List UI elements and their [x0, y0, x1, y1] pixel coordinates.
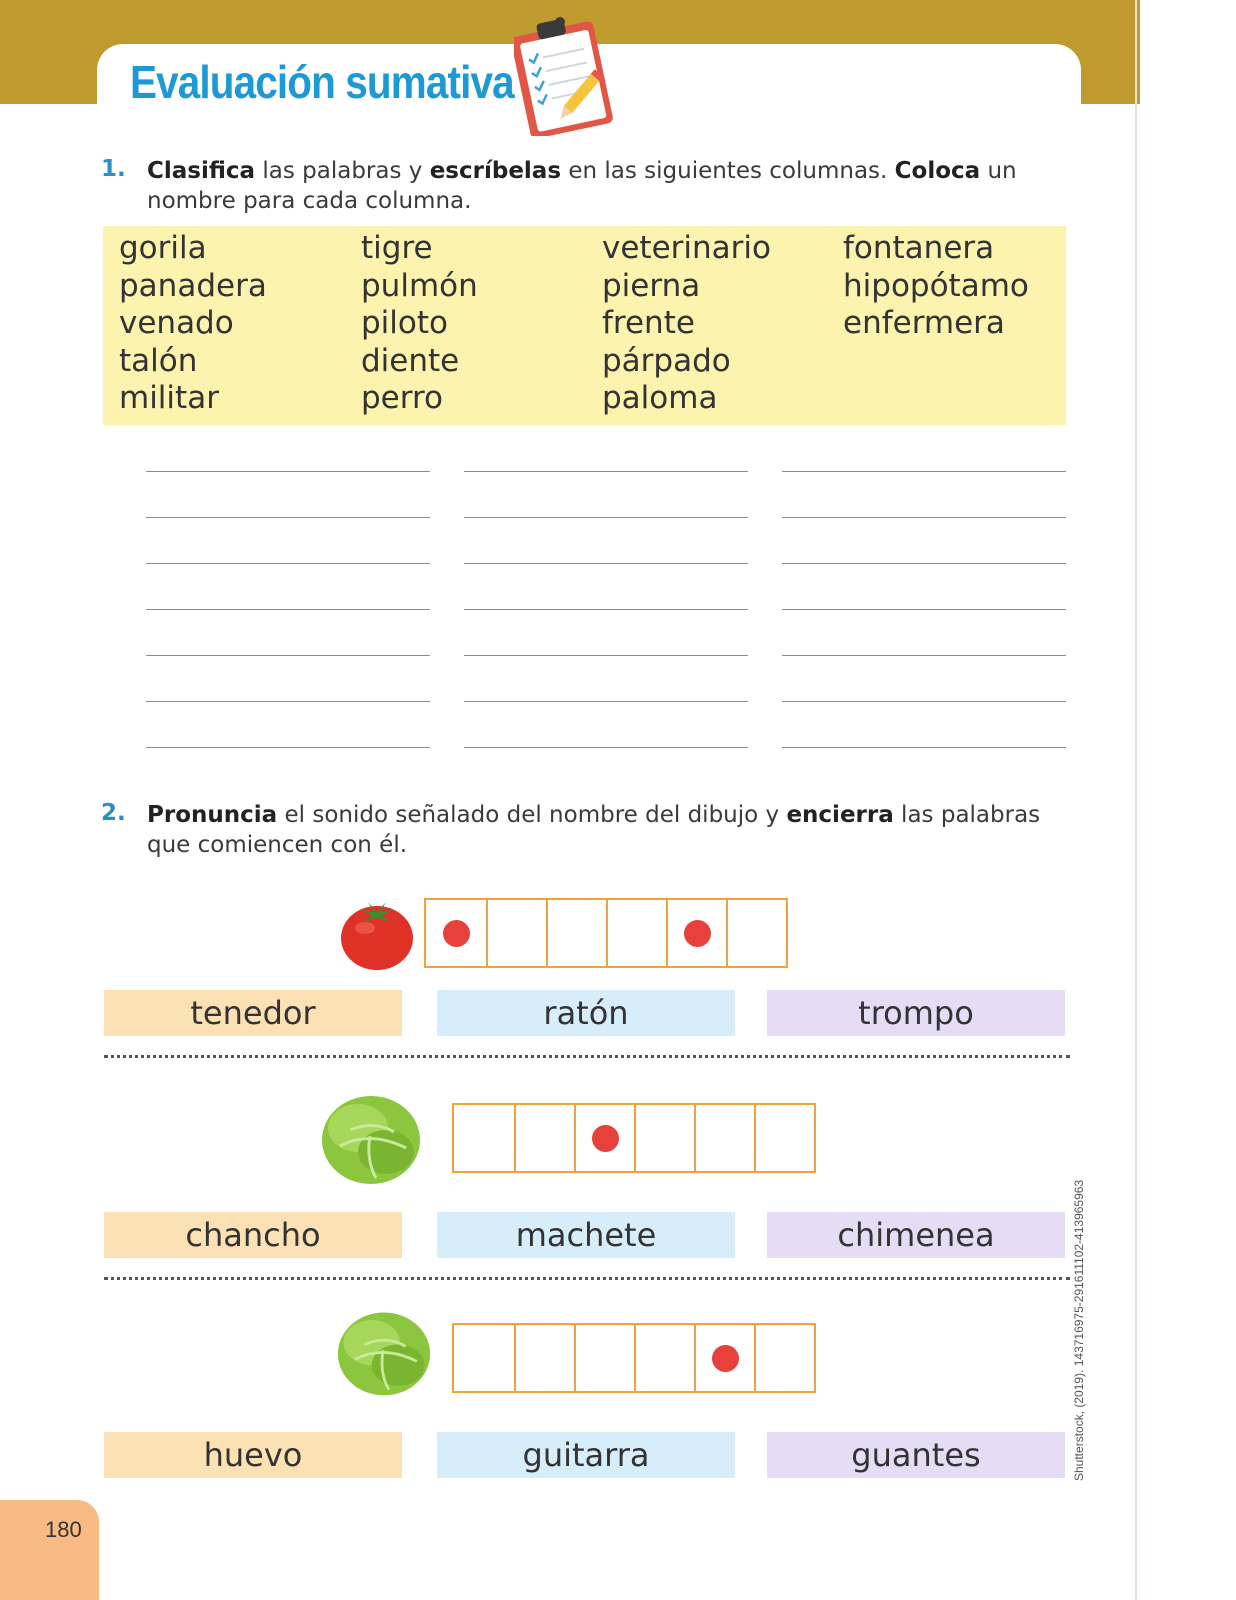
- grid-cell: [546, 900, 606, 966]
- grid-cell: [666, 900, 726, 966]
- word-column: [119, 230, 267, 418]
- word-bank-item: venado: [119, 305, 234, 341]
- tomato-icon: [338, 896, 416, 972]
- lettuce-icon: [336, 1306, 432, 1398]
- page-title: Evaluación sumativa: [130, 56, 514, 108]
- grid-cell: [426, 900, 486, 966]
- instruction-verb: escríbelas: [429, 158, 562, 184]
- word-bank-item: tigre: [361, 230, 433, 266]
- grid-cell: [754, 1105, 814, 1171]
- word-bank-item: militar: [119, 380, 219, 416]
- grid-cell: [694, 1105, 754, 1171]
- sound-marker-dot: [592, 1125, 619, 1152]
- grid-cell: [514, 1325, 574, 1391]
- word-bank-item: panadera: [119, 267, 267, 304]
- page-tab: [0, 1500, 99, 1600]
- question-2-instruction: [147, 800, 1047, 860]
- grid-cell: [606, 900, 666, 966]
- option-word[interactable]: tenedor: [104, 990, 402, 1036]
- instruction-text: en las siguientes columnas.: [561, 158, 895, 184]
- word-bank: [103, 226, 1066, 425]
- instruction-verb: Pronuncia: [147, 802, 278, 828]
- answer-column-1[interactable]: [146, 472, 430, 748]
- grid-cell: [634, 1105, 694, 1171]
- word-bank-item: párpado: [602, 342, 731, 379]
- lettuce-icon: [320, 1090, 422, 1186]
- word-bank-item: hipopótamo: [843, 267, 1029, 304]
- word-bank-item: perro: [361, 380, 443, 416]
- grid-cell: [514, 1105, 574, 1171]
- divider: [104, 1277, 1070, 1280]
- syllable-grid: [452, 1103, 816, 1173]
- word-bank-item: veterinario: [602, 230, 771, 266]
- instruction-text: el sonido señalado del nombre del dibujo y: [277, 802, 787, 828]
- syllable-grid: [452, 1323, 816, 1393]
- question-1-number: 1.: [101, 156, 126, 182]
- word-bank-item: enfermera: [843, 305, 1005, 341]
- image-credit: Shutterstock, (2019). 143716975-291611102-413965963: [1072, 1179, 1086, 1481]
- option-word[interactable]: chimenea: [767, 1212, 1065, 1258]
- sound-marker-dot: [443, 920, 470, 947]
- clipboard-icon: [514, 12, 626, 136]
- word-column: [843, 230, 1029, 343]
- option-word[interactable]: huevo: [104, 1432, 402, 1478]
- option-word[interactable]: chancho: [104, 1212, 402, 1258]
- option-word[interactable]: machete: [437, 1212, 735, 1258]
- word-bank-item: pulmón: [361, 267, 478, 304]
- word-bank-item: pierna: [602, 267, 701, 304]
- instruction-text: las palabras que comiencen con él.: [147, 802, 1041, 858]
- instruction-text: un nombre para cada columna.: [147, 158, 1017, 214]
- grid-cell: [454, 1325, 514, 1391]
- answer-column-2[interactable]: [464, 472, 748, 748]
- word-bank-item: diente: [361, 342, 460, 379]
- instruction-verb: encierra: [786, 802, 894, 828]
- option-word[interactable]: trompo: [767, 990, 1065, 1036]
- grid-cell: [726, 900, 786, 966]
- grid-cell: [634, 1325, 694, 1391]
- grid-cell: [574, 1325, 634, 1391]
- word-bank-item: fontanera: [843, 230, 995, 266]
- sound-marker-dot: [684, 920, 711, 947]
- page-number: 180: [45, 1517, 82, 1542]
- instruction-text: las palabras y: [255, 158, 430, 184]
- instruction-verb: Clasifica: [147, 158, 256, 184]
- word-column: [361, 230, 478, 418]
- grid-cell: [574, 1105, 634, 1171]
- word-bank-item: talón: [119, 342, 198, 379]
- word-column: [602, 230, 771, 418]
- option-word[interactable]: guantes: [767, 1432, 1065, 1478]
- word-bank-item: gorila: [119, 230, 207, 266]
- instruction-verb: Coloca: [894, 158, 981, 184]
- word-bank-item: piloto: [361, 305, 448, 341]
- option-word[interactable]: guitarra: [437, 1432, 735, 1478]
- option-word[interactable]: ratón: [437, 990, 735, 1036]
- divider: [104, 1055, 1070, 1058]
- grid-cell: [486, 900, 546, 966]
- question-1-instruction: [147, 156, 1047, 216]
- question-2-number: 2.: [101, 800, 126, 826]
- grid-cell: [754, 1325, 814, 1391]
- sound-marker-dot: [712, 1345, 739, 1372]
- syllable-grid: [424, 898, 788, 968]
- word-bank-item: frente: [602, 305, 695, 341]
- answer-column-3[interactable]: [782, 472, 1066, 748]
- page-edge: [1135, 0, 1137, 1600]
- word-bank-item: paloma: [602, 380, 718, 416]
- grid-cell: [454, 1105, 514, 1171]
- grid-cell: [694, 1325, 754, 1391]
